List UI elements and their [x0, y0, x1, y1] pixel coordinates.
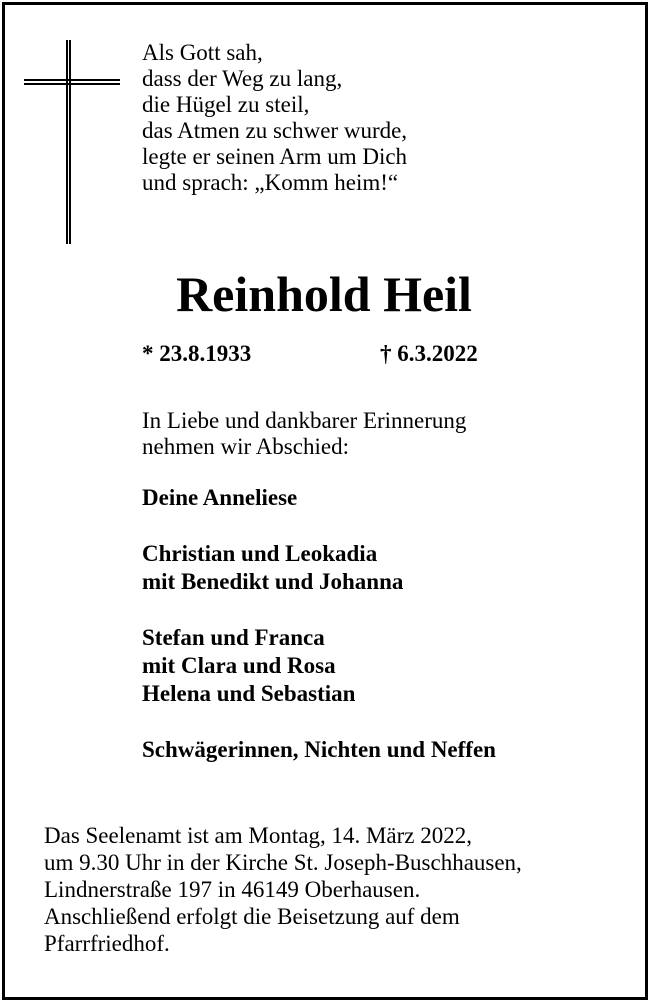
cross-horizontal-bar	[24, 79, 120, 85]
service-line: um 9.30 Uhr in der Kirche St. Joseph-Buschhausen,	[44, 850, 522, 875]
poem-line: dass der Weg zu lang,	[142, 66, 343, 91]
mourner-line: Stefan und Franca	[142, 625, 325, 650]
service-line: Lindnerstraße 197 in 46149 Oberhausen.	[44, 877, 421, 902]
mourner-group	[142, 624, 496, 708]
mourner-line: Deine Anneliese	[142, 485, 298, 510]
death-date: † 6.3.2022	[380, 341, 478, 366]
mourner-group	[142, 540, 496, 596]
mourners-list	[142, 484, 496, 792]
mourner-line: Schwägerinnen, Nichten und Neffen	[142, 737, 496, 762]
poem-line: die Hügel zu steil,	[142, 92, 310, 117]
intro-line: nehmen wir Abschied:	[142, 434, 349, 459]
poem	[142, 40, 407, 196]
cross-icon	[24, 40, 120, 244]
intro-line: In Liebe und dankbarer Erinnerung	[142, 408, 467, 433]
poem-line: das Atmen zu schwer wurde,	[142, 118, 408, 143]
mourner-line: Christian und Leokadia	[142, 541, 378, 566]
mourner-line: mit Clara und Rosa	[142, 653, 336, 678]
mourner-line: Helena und Sebastian	[142, 681, 356, 706]
poem-line: Als Gott sah,	[142, 40, 263, 65]
farewell-intro	[142, 408, 466, 460]
service-line: Anschließend erfolgt die Beisetzung auf dem	[44, 904, 460, 929]
mourner-line: mit Benedikt und Johanna	[142, 569, 404, 594]
poem-line: und sprach: „Komm heim!“	[142, 170, 399, 195]
birth-date: * 23.8.1933	[142, 341, 252, 366]
deceased-name: Reinhold Heil	[176, 266, 472, 322]
poem-line: legte er seinen Arm um Dich	[142, 144, 408, 169]
cross-vertical-bar	[66, 40, 71, 244]
service-line: Pfarrfriedhof.	[44, 931, 170, 956]
mourner-group	[142, 484, 496, 512]
service-details	[44, 822, 522, 957]
service-line: Das Seelenamt ist am Montag, 14. März 2022,	[44, 823, 472, 848]
mourner-group	[142, 736, 496, 764]
